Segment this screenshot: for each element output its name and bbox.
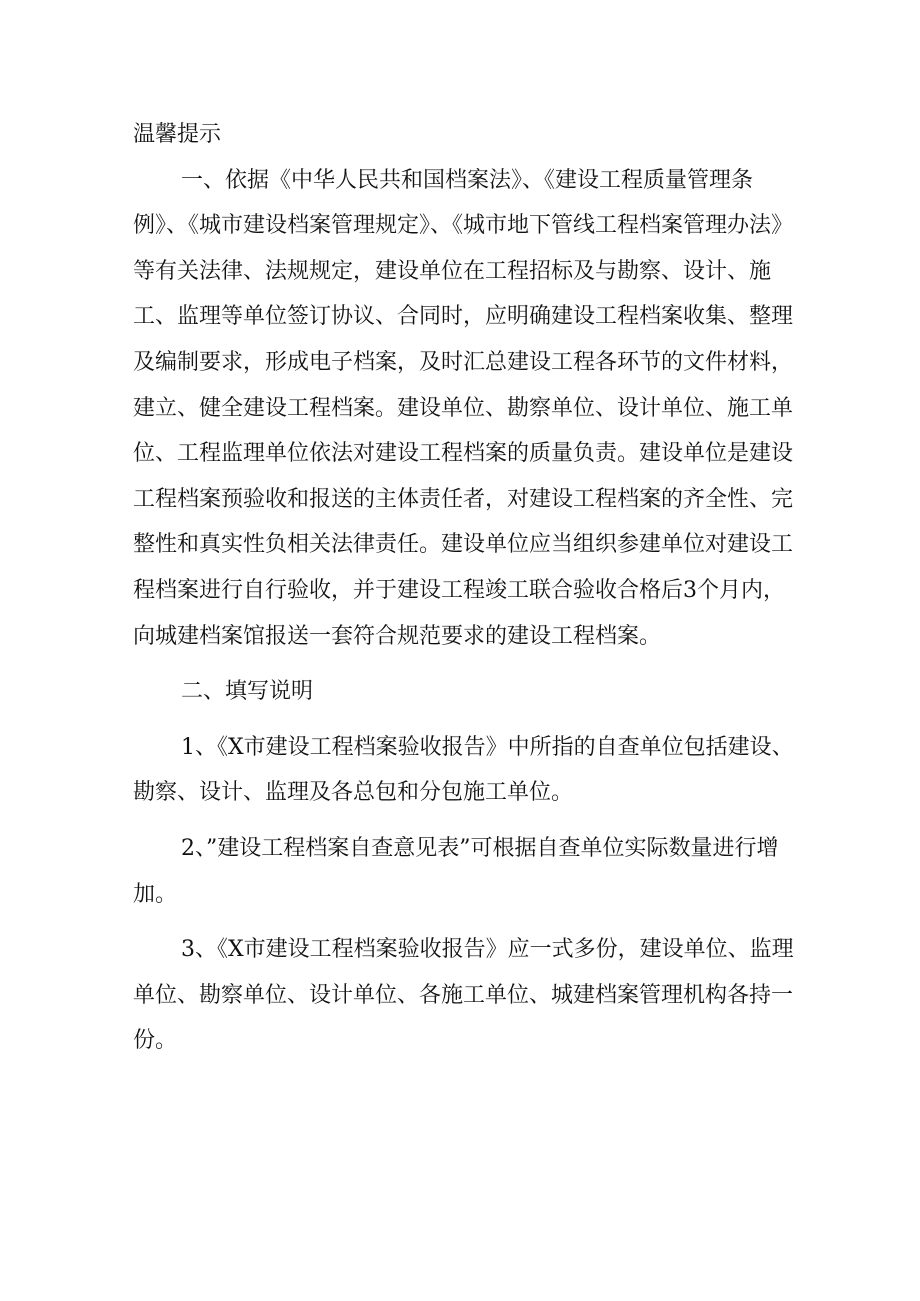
instruction-item-3: 3、《X市建设工程档案验收报告》应一式多份，建设单位、监理单位、勘察单位、设计单位、各施工单位、城建档案管理机构各持一份。 — [133, 937, 794, 1054]
section1-paragraph: 一、依据《中华人民共和国档案法》、《建设工程质量管理条例》、《城市建设档案管理规定》、《城市地下管线工程档案管理办法》等有关法律、法规规定，建设单位在工程招标及与勘察、设计、施工、监理等单位签订协议、合同时，应明确建设工程档案收集、整理及编制要求，形成电子档案，及时汇总建设工程各环节的文件材料，建立、健全建设工程档案。建设单位、勘察单位、设计单位、施工单位、工程监理单位依法对建设工程档案的质量负责。建设单位是建设工程档案预验收和报送的主体责任者，对建设工程档案的齐全性、完整性和真实性负相关法律责任。建设单位应当组织参建单位对建设工程档案进行自行验收，并于建设工程竣工联合验收合格后3个月内，向城建档案馆报送一套符合规范要求的建设工程档案。 — [133, 167, 794, 649]
instruction-item-1: 1、《X市建设工程档案验收报告》中所指的自查单位包括建设、勘察、设计、监理及各总包和分包施工单位。 — [133, 734, 794, 806]
instruction-item-2: 2、”建设工程档案自查意见表”可根据自查单位实际数量进行增加。 — [133, 835, 779, 907]
section2-heading: 二、填写说明 — [181, 679, 314, 705]
document-body — [133, 112, 799, 1064]
document-title: 温馨提示 — [133, 122, 222, 147]
